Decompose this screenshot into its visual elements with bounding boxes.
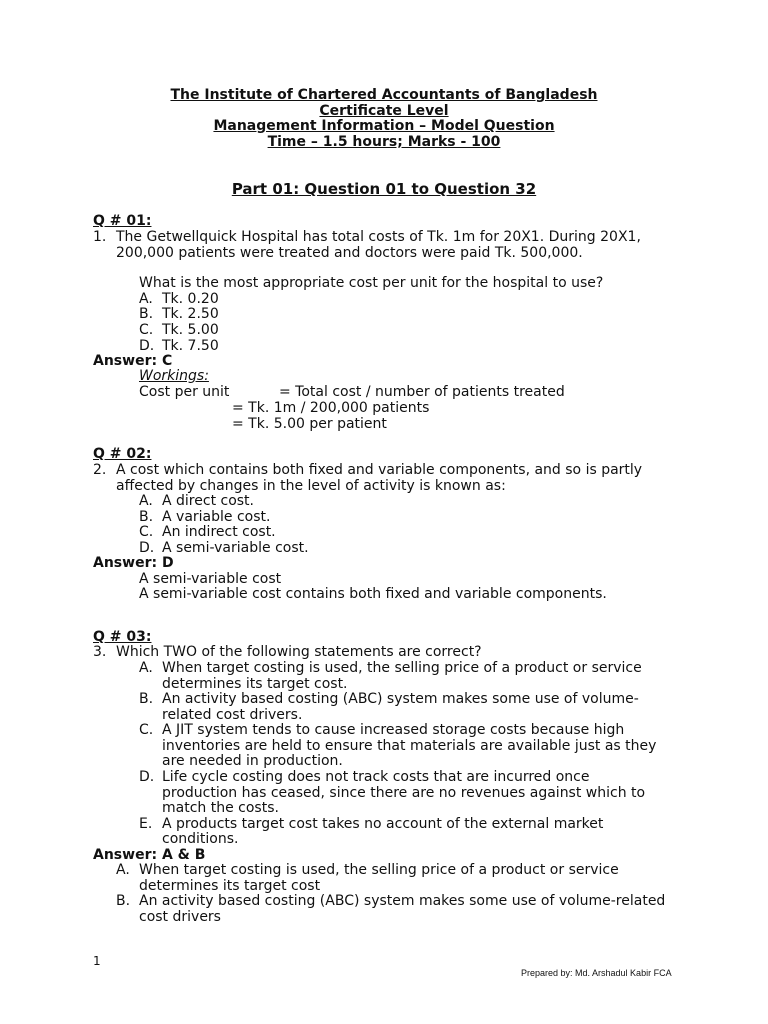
q3-answer-text: An activity based costing (ABC) system makes some use of volume-related (139, 893, 666, 909)
q2-stem-line1: A cost which contains both fixed and variable components, and so is partly (116, 462, 643, 478)
q2-option-letter: B. (139, 509, 154, 525)
q1-option-text: Tk. 2.50 (162, 306, 219, 322)
q2-option-text: A variable cost. (162, 509, 271, 525)
q2-option-letter: A. (139, 493, 153, 509)
q2-label: Q # 02: (93, 446, 152, 462)
q2-option-letter: D. (139, 540, 155, 556)
q1-option-text: Tk. 7.50 (162, 338, 219, 354)
q2-option-text: A direct cost. (162, 493, 254, 509)
q3-option-text: An activity based costing (ABC) system makes some use of volume- (162, 691, 639, 707)
q3-option-text: inventories are held to ensure that materials are available just as they (162, 738, 657, 754)
q2-number: 2. (93, 462, 107, 478)
q3-stem: Which TWO of the following statements are correct? (116, 644, 482, 660)
paper-title: Management Information – Model Question (213, 118, 555, 134)
q1-working-line2: = Tk. 1m / 200,000 patients (232, 400, 430, 416)
q1-option-letter: B. (139, 306, 154, 322)
institute-title: The Institute of Chartered Accountants of Bangladesh (170, 87, 598, 103)
q3-option-text: When target costing is used, the selling price of a product or service (162, 660, 642, 676)
q1-answer: Answer: C (93, 353, 173, 369)
q1-workings-label: Workings: (139, 368, 209, 384)
q3-answer-text: cost drivers (139, 909, 221, 925)
q3-option-text: determines its target cost. (162, 676, 348, 692)
q1-working-label: Cost per unit (139, 384, 230, 400)
q3-option-letter: C. (139, 722, 154, 738)
q1-label: Q # 01: (93, 213, 152, 229)
q2-explanation-line1: A semi-variable cost (139, 571, 282, 587)
q3-label: Q # 03: (93, 629, 152, 645)
q3-option-text: related cost drivers. (162, 707, 303, 723)
q1-question: What is the most appropriate cost per unit for the hospital to use? (139, 275, 604, 291)
q3-answer: Answer: A & B (93, 847, 206, 863)
q3-option-text: production has ceased, since there are no revenues against which to (162, 785, 646, 801)
q3-option-letter: D. (139, 769, 155, 785)
q3-option-letter: E. (139, 816, 153, 832)
certificate-level: Certificate Level (319, 103, 449, 119)
page-number: 1 (93, 954, 101, 968)
q3-option-letter: A. (139, 660, 153, 676)
q2-option-text: An indirect cost. (162, 524, 276, 540)
q3-option-text: A JIT system tends to cause increased storage costs because high (162, 722, 625, 738)
q1-working-line1: = Total cost / number of patients treated (279, 384, 565, 400)
q1-option-text: Tk. 0.20 (162, 291, 219, 307)
q2-answer: Answer: D (93, 555, 174, 571)
q3-answer-letter: A. (116, 862, 130, 878)
q2-option-letter: C. (139, 524, 154, 540)
q3-answer-text: determines its target cost (139, 878, 321, 894)
q2-explanation-line2: A semi-variable cost contains both fixed and variable components. (139, 586, 607, 602)
q2-stem-line2: affected by changes in the level of activity is known as: (116, 478, 506, 494)
q2-option-text: A semi-variable cost. (162, 540, 309, 556)
q1-number: 1. (93, 229, 107, 245)
q3-option-text: Life cycle costing does not track costs that are incurred once (162, 769, 590, 785)
q1-stem-line1: The Getwellquick Hospital has total costs of Tk. 1m for 20X1. During 20X1, (116, 229, 641, 245)
q1-option-text: Tk. 5.00 (162, 322, 219, 338)
q3-number: 3. (93, 644, 107, 660)
q3-option-text: conditions. (162, 831, 239, 847)
q3-option-letter: B. (139, 691, 154, 707)
part-title: Part 01: Question 01 to Question 32 (231, 180, 537, 198)
q1-working-line3: = Tk. 5.00 per patient (232, 416, 387, 432)
time-marks: Time – 1.5 hours; Marks - 100 (267, 134, 501, 150)
q1-option-letter: C. (139, 322, 154, 338)
q3-option-text: are needed in production. (162, 753, 343, 769)
q3-option-text: A products target cost takes no account of the external market (162, 816, 604, 832)
q1-option-letter: D. (139, 338, 155, 354)
q3-option-text: match the costs. (162, 800, 279, 816)
q3-answer-text: When target costing is used, the selling price of a product or service (139, 862, 619, 878)
q1-option-letter: A. (139, 291, 153, 307)
prepared-by: Prepared by: Md. Arshadul Kabir FCA (521, 968, 672, 978)
q3-answer-letter: B. (116, 893, 131, 909)
q1-stem-line2: 200,000 patients were treated and doctors were paid Tk. 500,000. (116, 245, 583, 261)
